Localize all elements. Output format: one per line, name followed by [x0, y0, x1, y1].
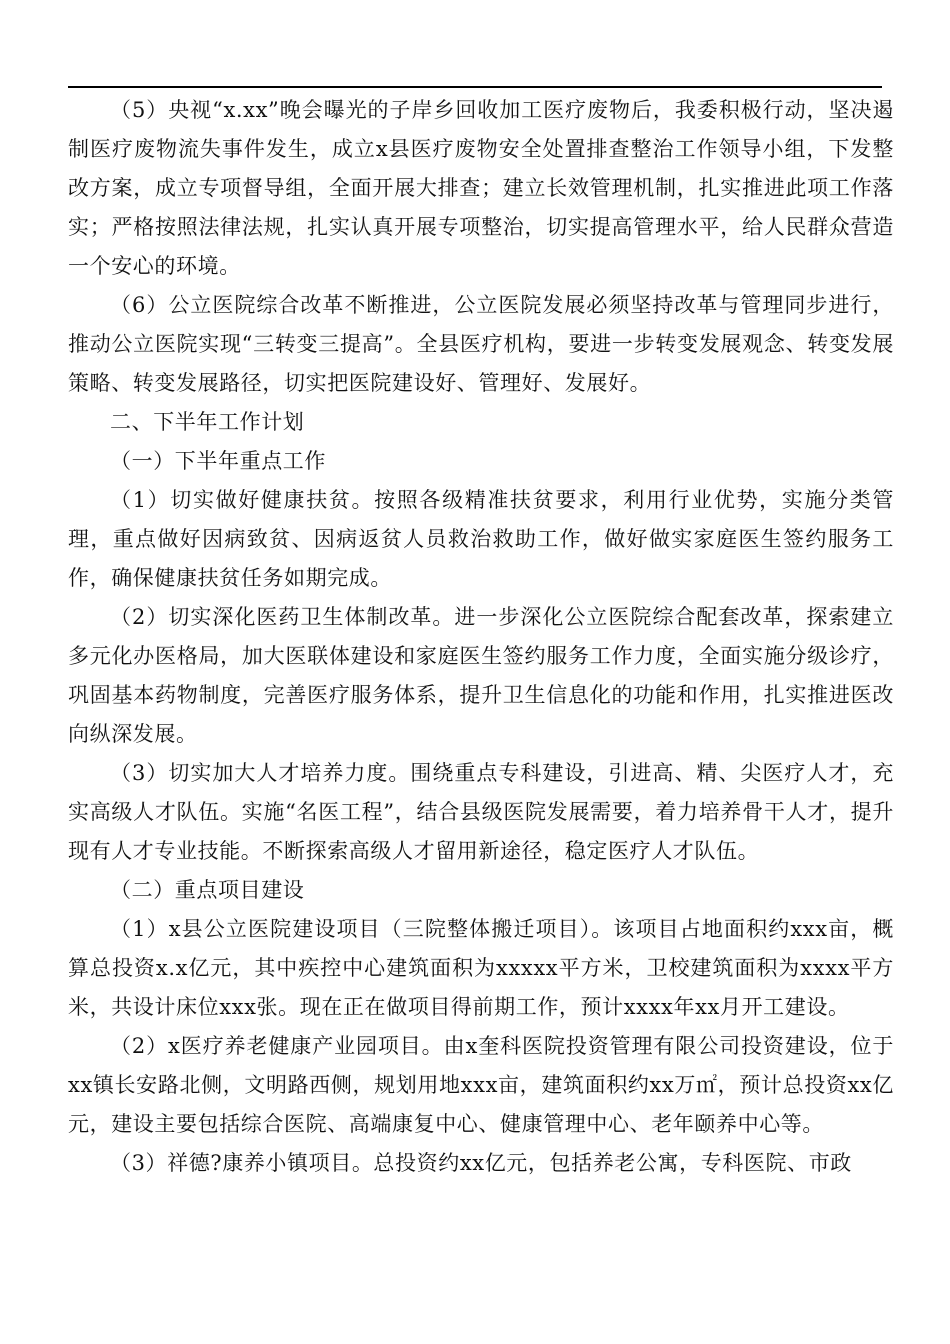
paragraph-project-wellness-town: （3）祥德?康养小镇项目。总投资约xx亿元，包括养老公寓，专科医院、市政 [110, 1151, 852, 1175]
paragraph-talent-training: （3）切实加大人才培养力度。围绕重点专科建设，引进高、精、尖医疗人才，充实高级人才队伍。实施“名医工程”，结合县级医院发展需要，着力培养骨干人才，提升现有人才专业技能。不断探索高级人才留用新途径，稳定医疗人才队伍。 [68, 761, 894, 863]
section-heading-plan: 二、下半年工作计划 [110, 410, 305, 434]
header-rule [68, 86, 882, 88]
paragraph-6-hospital-reform: （6）公立医院综合改革不断推进，公立医院发展必须坚持改革与管理同步进行，推动公立医院实现“三转变三提高”。全县医疗机构，要进一步转变发展观念、转变发展策略、转变发展路径，切实把医院建设好、管理好、发展好。 [68, 293, 894, 395]
paragraph-5-medical-waste: （5）央视“x.xx”晚会曝光的子岸乡回收加工医疗废物后，我委积极行动，坚决遏制医疗废物流失事件发生，成立x县医疗废物安全处置排查整治工作领导小组，下发整改方案，成立专项督导组，全面开展大排查；建立长效管理机制，扎实推进此项工作落实；严格按照法律法规，扎实认真开展专项整治，切实提高管理水平，给人民群众营造一个安心的环境。 [68, 98, 894, 278]
paragraph-project-hospital: （1）x县公立医院建设项目（三院整体搬迁项目）。该项目占地面积约xxx亩，概算总投资x.x亿元，其中疾控中心建筑面积为xxxxx平方米，卫校建筑面积为xxxx平方米，共设计床位xxx张。现在正在做项目得前期工作，预计xxxx年xx月开工建设。 [68, 917, 894, 1019]
paragraph-health-poverty: （1）切实做好健康扶贫。按照各级精准扶贫要求，利用行业优势，实施分类管理，重点做好因病致贫、因病返贫人员救治救助工作，做好做实家庭医生签约服务工作，确保健康扶贫任务如期完成。 [68, 488, 894, 590]
subsection-heading-projects: （二）重点项目建设 [110, 878, 305, 902]
paragraph-medical-reform: （2）切实深化医药卫生体制改革。进一步深化公立医院综合配套改革，探索建立多元化办医格局，加大医联体建设和家庭医生签约服务工作力度，全面实施分级诊疗，巩固基本药物制度，完善医疗服务体系，提升卫生信息化的功能和作用，扎实推进医改向纵深发展。 [68, 605, 894, 746]
paragraph-project-health-park: （2）x医疗养老健康产业园项目。由x奎科医院投资管理有限公司投资建设，位于xx镇长安路北侧，文明路西侧，规划用地xxx亩，建筑面积约xx万㎡，预计总投资xx亿元，建设主要包括综合医院、高端康复中心、健康管理中心、老年颐养中心等。 [68, 1034, 894, 1136]
subsection-heading-key-work: （一）下半年重点工作 [110, 449, 326, 473]
document-body [68, 91, 894, 1183]
